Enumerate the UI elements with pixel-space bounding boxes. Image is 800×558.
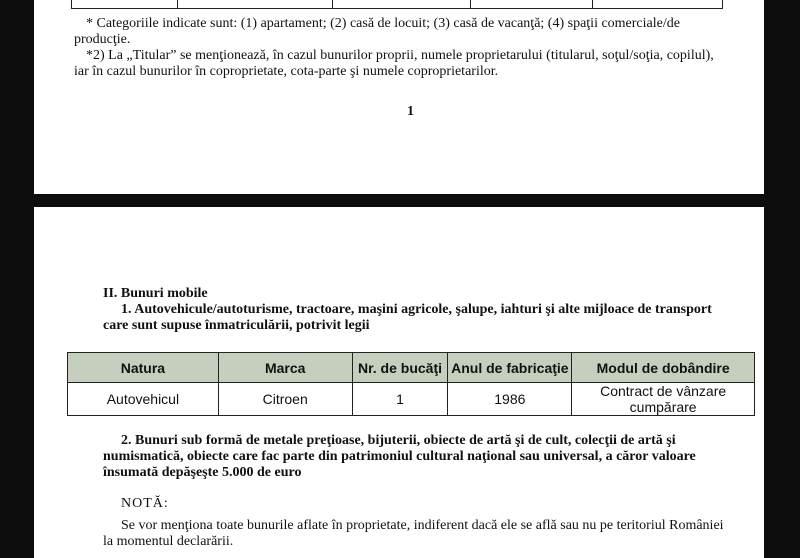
column-header-anul-fabricatie: Anul de fabricaţie (448, 353, 572, 383)
section-title: II. Bunuri mobile (103, 286, 208, 301)
footnote-categories-cont: producţie. (74, 32, 131, 47)
column-header-modul-dobandire: Modul de dobândire (572, 353, 755, 383)
subsection-vehicles-heading: 1. Autovehicule/autoturisme, tractoare, maşini agricole, şalupe, iahturi şi alte mijloace de transport (121, 302, 712, 317)
nota-text-cont: la momentul declarării. (103, 534, 234, 549)
table-cell-anul-fabricatie: 1986 (448, 383, 572, 416)
table-cell-modul-dobandire: Contract de vânzare cumpărare (572, 383, 755, 416)
page-number: 1 (407, 104, 414, 119)
column-header-marca: Marca (218, 353, 352, 383)
table-header-row (68, 353, 755, 383)
table-column-divider (470, 0, 471, 8)
table-row (68, 383, 755, 416)
nota-text: Se vor menţiona toate bunurile aflate în proprietate, indiferent dacă ele se află sau nu pe teritoriul României (121, 518, 724, 533)
vehicles-table (67, 352, 755, 416)
table-cell-nr-bucati: 1 (352, 383, 448, 416)
document-page-1 (34, 0, 764, 194)
subsection-valuables-heading: 2. Bunuri sub formă de metale preţioase, bijuterii, obiecte de artă şi de cult, colecţii de artă şi (121, 433, 676, 448)
column-header-nr-bucati: Nr. de bucăţi (352, 353, 448, 383)
subsection-valuables-heading-cont: numismatică, obiecte care fac parte din patrimoniul cultural naţional sau universal, a căror valoare (103, 449, 696, 464)
table-column-divider (177, 0, 178, 8)
nota-title: NOTĂ: (121, 496, 169, 511)
footnote-titular: *2) La „Titular” se menţionează, în cazul bunurilor proprii, numele proprietarului (titularul, soţul/soţia, copilul), (86, 48, 714, 63)
footnote-categories: * Categoriile indicate sunt: (1) apartament; (2) casă de locuit; (3) casă de vacanţă; (4) spaţii comerciale/de (86, 16, 680, 31)
table-cell-natura: Autovehicul (68, 383, 219, 416)
table-cell-marca: Citroen (218, 383, 352, 416)
footnote-titular-cont: iar în cazul bunurilor în coproprietate, cota-parte şi numele coproprietarilor. (74, 64, 499, 79)
subsection-vehicles-heading-cont: care sunt supuse înmatriculării, potrivit legii (103, 318, 370, 333)
document-page-2 (34, 207, 764, 558)
table-bottom-edge (71, 0, 723, 9)
table-column-divider (592, 0, 593, 8)
column-header-natura: Natura (68, 353, 219, 383)
table-column-divider (332, 0, 333, 8)
subsection-valuables-heading-end: însumată depăşeşte 5.000 de euro (103, 465, 302, 480)
